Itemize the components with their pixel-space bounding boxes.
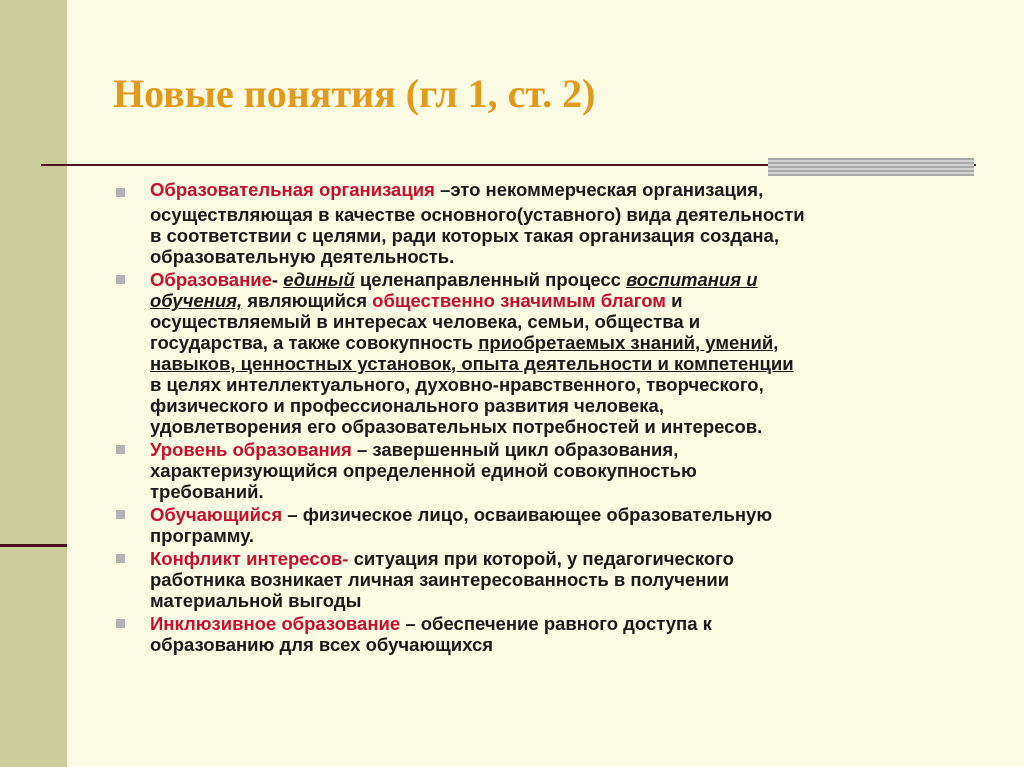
term: Конфликт интересов- (150, 548, 349, 569)
left-sidebar (0, 0, 67, 767)
sidebar-accent-line (0, 544, 67, 547)
slide-title: Новые понятия (гл 1, ст. 2) (113, 71, 596, 116)
term: Обучающийся (150, 504, 283, 525)
bullet-list (116, 179, 961, 655)
term: Инклюзивное образование (150, 613, 401, 634)
term: Уровень образования (150, 439, 352, 460)
square-bullet-icon (116, 619, 125, 628)
term: Образование (150, 269, 272, 290)
list-item: Конфликт интересов- ситуация при которой, у педагогического работника возникает личная заинтересованность в получении материальной выгоды (116, 548, 961, 611)
list-item: Обучающийся – физическое лицо, осваивающее образовательную программу. (116, 504, 961, 546)
square-bullet-icon (116, 510, 125, 519)
square-bullet-icon (116, 188, 125, 197)
striped-decoration (768, 158, 974, 176)
term: Образовательная организация (150, 179, 435, 200)
list-item: Уровень образования – завершенный цикл образования, характеризующийся определенной единой совокупностью требований. (116, 439, 961, 502)
list-item: Образование- единый целенаправленный процесс воспитания и обучения, являющийся общественно значимым благом и осуществляемый в интересах человека, семьи, общества и государства, а также совокупность приобретаемых знаний, умений, навыков, ценностных установок, опыта деятельности и компетенции в целях интеллектуального, духовно-нравственного, творческого, физического и профессионального развития человека, удовлетворения его образовательных потребностей и интересов. (116, 269, 961, 437)
square-bullet-icon (116, 445, 125, 454)
list-item: Инклюзивное образование – обеспечение равного доступа к образованию для всех обучающихся (116, 613, 961, 655)
square-bullet-icon (116, 275, 125, 284)
square-bullet-icon (116, 554, 125, 563)
list-item: Образовательная организация –это некоммерческая организация, осуществляющая в качестве основного(уставного) вида деятельности в соответствии с целями, ради которых такая организация создана, образовательную деятельность. (116, 179, 961, 267)
